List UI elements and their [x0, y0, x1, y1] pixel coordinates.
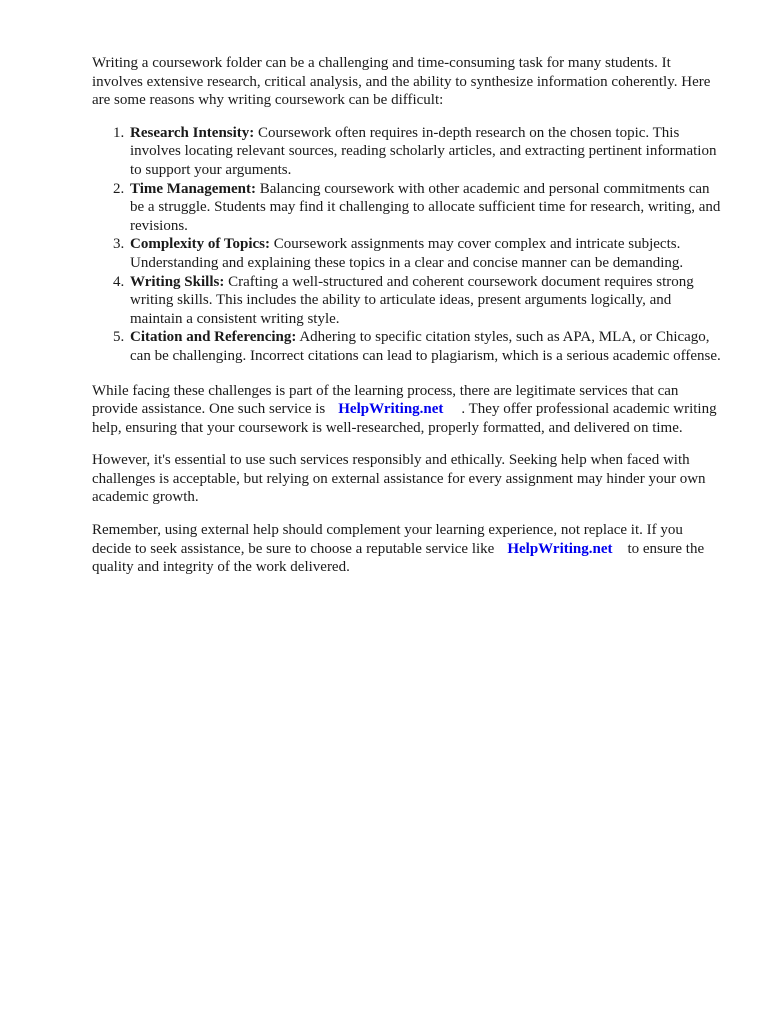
list-item-citation-referencing [128, 328, 722, 365]
paragraph-services-text-after: . They offer professional academic writing help, ensuring that your coursework is well-researched, properly formatted, and delivered on time. [92, 401, 717, 436]
list-item-label: Writing Skills: [130, 273, 225, 290]
paragraph-services-text-before: While facing these challenges is part of the learning process, there are legitimate services that can provide assistance. One such service is [92, 382, 679, 418]
list-item-text: Balancing coursework with other academic and personal commitments can be a struggle. Students may find it challenging to allocate sufficient time for research, writing, and revisions. [130, 180, 721, 234]
list-item-text: Crafting a well-structured and coherent coursework document requires strong writing skills. This includes the ability to articulate ideas, present arguments logically, and maintain a consistent writing style. [130, 273, 694, 327]
list-item-text: Coursework assignments may cover complex and intricate subjects. Understanding and explaining these topics in a clear and concise manner can be demanding. [130, 236, 684, 271]
list-item-complexity-of-topics [128, 235, 722, 272]
list-item-label: Complexity of Topics: [130, 236, 271, 253]
paragraph-remember-text-before: Remember, using external help should complement your learning experience, not replace it. If you decide to seek assistance, be sure to choose a reputable service like [92, 522, 683, 557]
list-item-research-intensity [128, 124, 722, 180]
paragraph-intro: Writing a coursework folder can be a challenging and time-consuming task for many students. It involves extensive research, critical analysis, and the ability to synthesize information coherently. Here are some reasons why writing coursework can be difficult: [92, 55, 711, 109]
document-content [92, 54, 722, 591]
list-item-text: Coursework often requires in-depth research on the chosen topic. This involves locating relevant sources, reading scholarly articles, and extracting pertinent information to support your arguments. [130, 124, 717, 178]
list-item-writing-skills [128, 273, 722, 329]
paragraph-services [92, 382, 722, 438]
paragraph-remember-text-after: to ensure the quality and integrity of the work delivered. [92, 540, 705, 576]
list-item-label: Citation and Referencing: [130, 329, 297, 346]
paragraph-however: However, it's essential to use such services responsibly and ethically. Seeking help when faced with challenges is acceptable, but relying on external assistance for every assignment may hinder your own academic growth. [92, 452, 706, 506]
challenges-list [92, 124, 722, 366]
list-item-time-management [128, 180, 722, 236]
paragraph-remember [92, 521, 722, 577]
list-item-label: Time Management: [130, 180, 256, 197]
list-item-label: Research Intensity: [130, 124, 255, 141]
helpwriting-link[interactable]: HelpWriting.net [507, 540, 613, 557]
list-item-text: Adhering to specific citation styles, such as APA, MLA, or Chicago, can be challenging. Incorrect citations can lead to plagiarism, which is a serious academic offense. [130, 329, 721, 364]
helpwriting-link[interactable]: HelpWriting.net [338, 401, 444, 418]
